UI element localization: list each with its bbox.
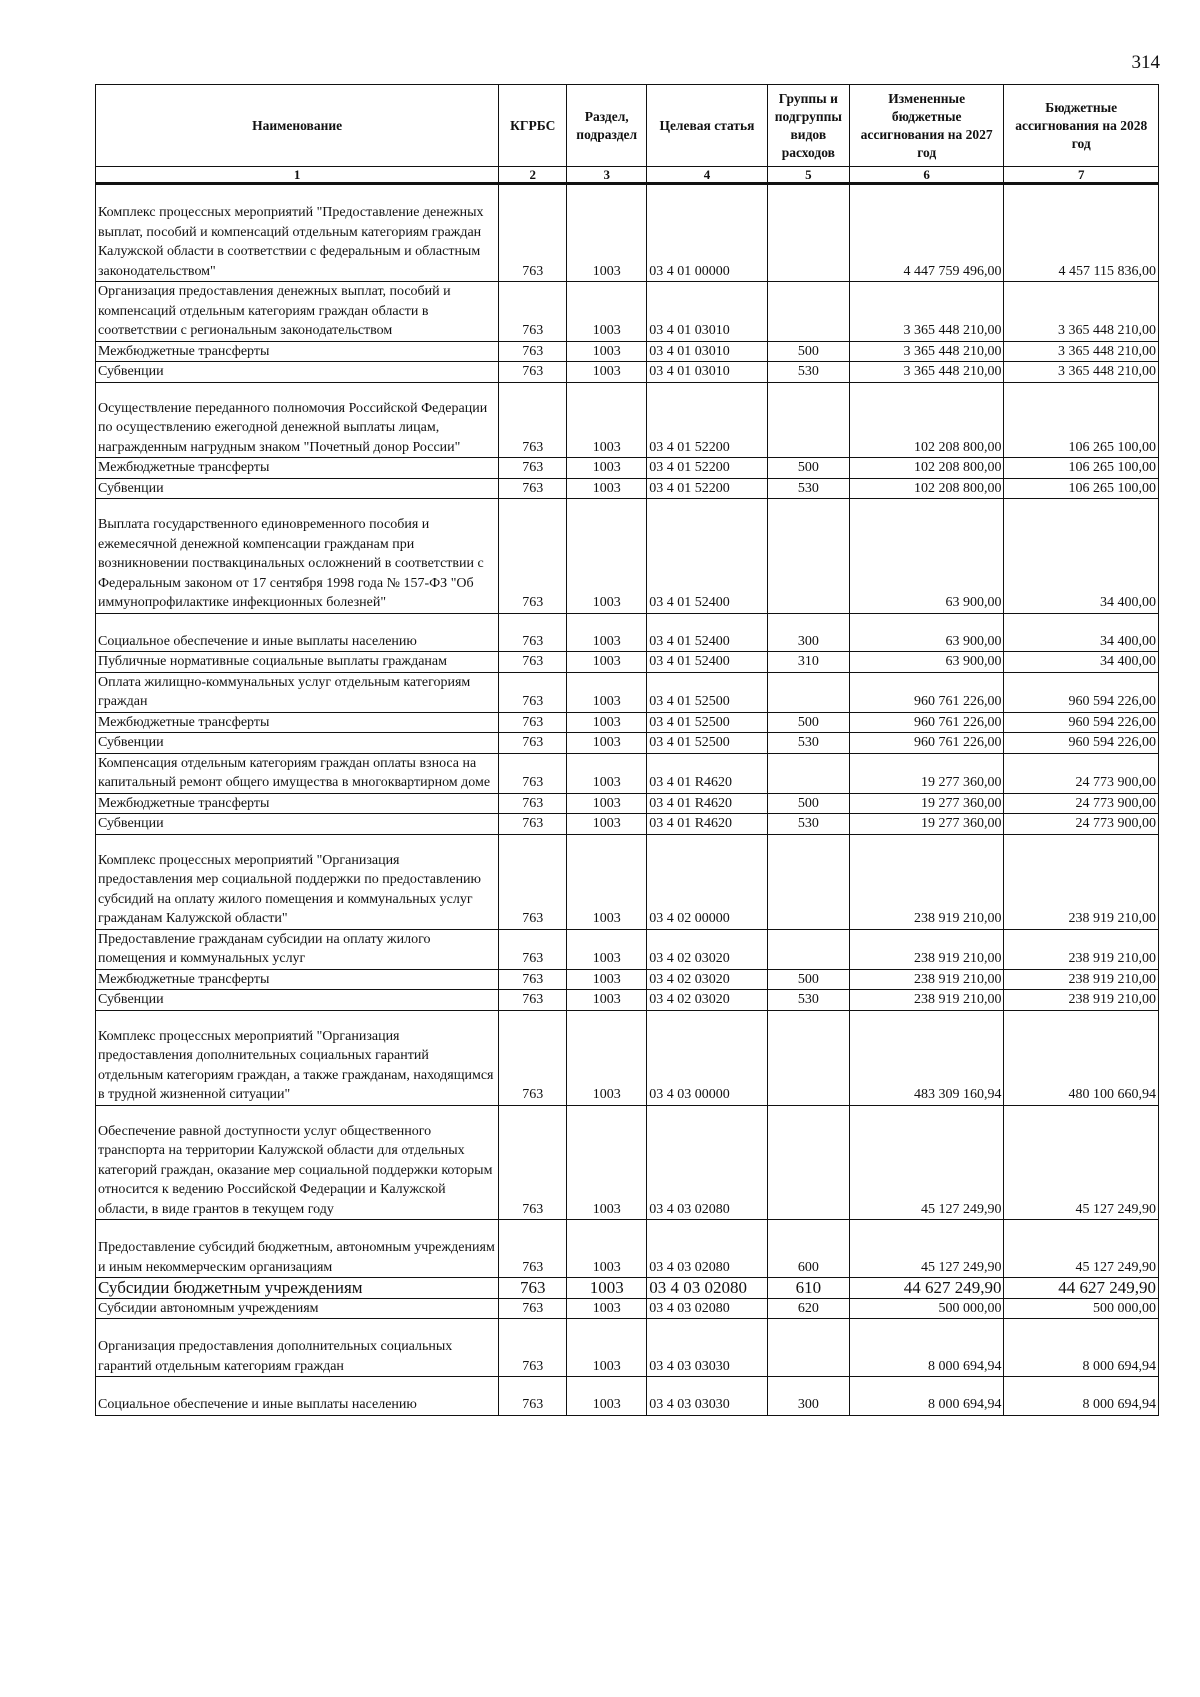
cell-section: 1003 [567, 1298, 647, 1319]
cell-name: Выплата государственного единовременного пособия и ежемесячной денежной компенсации гражданам при возникновении поствакцинальных осложнений в соответствии с Федеральным законом от 17 сентября 1998 года № 157-ФЗ "Об иммунопрофилактике инфекционных болезней" [96, 499, 499, 614]
cell-section: 1003 [567, 282, 647, 342]
cell-name: Субвенции [96, 733, 499, 754]
cell-group: 530 [767, 990, 849, 1011]
column-index: 3 [567, 167, 647, 184]
cell-amount-2028: 500 000,00 [1004, 1298, 1159, 1319]
cell-kgrbs: 763 [499, 834, 567, 929]
cell-group [767, 382, 849, 458]
cell-amount-2027: 3 365 448 210,00 [849, 282, 1004, 342]
column-index: 1 [96, 167, 499, 184]
table-row [96, 929, 1159, 969]
cell-target: 03 4 01 R4620 [647, 753, 768, 793]
table-body [96, 184, 1159, 1416]
cell-target: 03 4 01 52200 [647, 458, 768, 479]
table-row [96, 1298, 1159, 1319]
cell-amount-2027: 45 127 249,90 [849, 1220, 1004, 1278]
cell-group [767, 834, 849, 929]
cell-amount-2027: 63 900,00 [849, 652, 1004, 673]
cell-amount-2027: 238 919 210,00 [849, 834, 1004, 929]
cell-amount-2028: 34 400,00 [1004, 499, 1159, 614]
cell-target: 03 4 03 00000 [647, 1010, 768, 1105]
cell-group: 610 [767, 1278, 849, 1299]
cell-kgrbs: 763 [499, 793, 567, 814]
cell-target: 03 4 01 03010 [647, 341, 768, 362]
cell-kgrbs: 763 [499, 712, 567, 733]
cell-group [767, 929, 849, 969]
cell-amount-2027: 483 309 160,94 [849, 1010, 1004, 1105]
cell-amount-2027: 63 900,00 [849, 613, 1004, 652]
cell-amount-2027: 238 919 210,00 [849, 969, 1004, 990]
cell-kgrbs: 763 [499, 362, 567, 383]
table-row [96, 1278, 1159, 1299]
cell-group [767, 1010, 849, 1105]
cell-amount-2028: 3 365 448 210,00 [1004, 362, 1159, 383]
cell-section: 1003 [567, 1010, 647, 1105]
cell-amount-2028: 45 127 249,90 [1004, 1220, 1159, 1278]
cell-target: 03 4 03 02080 [647, 1105, 768, 1220]
cell-kgrbs: 763 [499, 1298, 567, 1319]
cell-section: 1003 [567, 613, 647, 652]
cell-section: 1003 [567, 990, 647, 1011]
cell-amount-2027: 960 761 226,00 [849, 712, 1004, 733]
cell-name: Субвенции [96, 990, 499, 1011]
cell-amount-2028: 960 594 226,00 [1004, 712, 1159, 733]
cell-target: 03 4 01 52400 [647, 652, 768, 673]
cell-name: Межбюджетные трансферты [96, 969, 499, 990]
table-row [96, 1105, 1159, 1220]
cell-amount-2027: 500 000,00 [849, 1298, 1004, 1319]
cell-amount-2028: 480 100 660,94 [1004, 1010, 1159, 1105]
table-row [96, 1010, 1159, 1105]
cell-target: 03 4 01 03010 [647, 282, 768, 342]
cell-target: 03 4 01 52400 [647, 613, 768, 652]
cell-group: 620 [767, 1298, 849, 1319]
cell-amount-2028: 106 265 100,00 [1004, 382, 1159, 458]
cell-target: 03 4 01 03010 [647, 362, 768, 383]
column-index: 5 [767, 167, 849, 184]
cell-amount-2027: 63 900,00 [849, 499, 1004, 614]
cell-group: 300 [767, 613, 849, 652]
cell-group: 500 [767, 712, 849, 733]
cell-section: 1003 [567, 753, 647, 793]
cell-name: Комплекс процессных мероприятий "Организация предоставления мер социальной поддержки по предоставлению субсидий на оплату жилого помещения и коммунальных услуг гражданам Калужской области" [96, 834, 499, 929]
cell-target: 03 4 01 52200 [647, 382, 768, 458]
cell-amount-2027: 19 277 360,00 [849, 793, 1004, 814]
table-row [96, 1319, 1159, 1377]
cell-amount-2028: 44 627 249,90 [1004, 1278, 1159, 1299]
cell-group [767, 753, 849, 793]
table-row [96, 184, 1159, 282]
cell-target: 03 4 03 02080 [647, 1278, 768, 1299]
cell-amount-2028: 238 919 210,00 [1004, 834, 1159, 929]
cell-name: Межбюджетные трансферты [96, 341, 499, 362]
cell-amount-2028: 24 773 900,00 [1004, 793, 1159, 814]
cell-amount-2028: 8 000 694,94 [1004, 1377, 1159, 1416]
table-row [96, 362, 1159, 383]
cell-amount-2028: 960 594 226,00 [1004, 733, 1159, 754]
cell-name: Предоставление субсидий бюджетным, автономным учреждениям и иным некоммерческим организациям [96, 1220, 499, 1278]
cell-amount-2028: 34 400,00 [1004, 652, 1159, 673]
cell-section: 1003 [567, 793, 647, 814]
cell-name: Организация предоставления денежных выплат, пособий и компенсаций отдельным категориям граждан области в соответствии с региональным законодательством [96, 282, 499, 342]
column-index-row [96, 167, 1159, 184]
cell-kgrbs: 763 [499, 1105, 567, 1220]
cell-group: 500 [767, 458, 849, 479]
cell-kgrbs: 763 [499, 753, 567, 793]
cell-section: 1003 [567, 1278, 647, 1299]
column-header-group: Группы и подгруппы видов расходов [767, 85, 849, 167]
cell-target: 03 4 01 00000 [647, 184, 768, 282]
table-row [96, 478, 1159, 499]
cell-kgrbs: 763 [499, 458, 567, 479]
cell-group: 600 [767, 1220, 849, 1278]
cell-section: 1003 [567, 1105, 647, 1220]
cell-name: Публичные нормативные социальные выплаты гражданам [96, 652, 499, 673]
cell-name: Компенсация отдельным категориям граждан оплаты взноса на капитальный ремонт общего имущества в многоквартирном доме [96, 753, 499, 793]
cell-name: Социальное обеспечение и иные выплаты населению [96, 613, 499, 652]
cell-amount-2027: 102 208 800,00 [849, 382, 1004, 458]
cell-section: 1003 [567, 341, 647, 362]
table-row [96, 990, 1159, 1011]
cell-section: 1003 [567, 733, 647, 754]
cell-section: 1003 [567, 382, 647, 458]
cell-section: 1003 [567, 499, 647, 614]
cell-kgrbs: 763 [499, 341, 567, 362]
cell-amount-2028: 45 127 249,90 [1004, 1105, 1159, 1220]
table-row [96, 341, 1159, 362]
cell-kgrbs: 763 [499, 184, 567, 282]
budget-table [95, 84, 1159, 1416]
cell-target: 03 4 01 52500 [647, 672, 768, 712]
cell-amount-2028: 238 919 210,00 [1004, 929, 1159, 969]
table-row [96, 1220, 1159, 1278]
cell-kgrbs: 763 [499, 929, 567, 969]
cell-target: 03 4 02 03020 [647, 990, 768, 1011]
cell-amount-2028: 8 000 694,94 [1004, 1319, 1159, 1377]
cell-name: Субвенции [96, 814, 499, 835]
column-header-2028: Бюджетные ассигнования на 2028 год [1004, 85, 1159, 167]
cell-section: 1003 [567, 834, 647, 929]
column-header-section: Раздел, подраздел [567, 85, 647, 167]
column-header-name: Наименование [96, 85, 499, 167]
cell-group: 310 [767, 652, 849, 673]
cell-group [767, 1105, 849, 1220]
cell-group: 530 [767, 814, 849, 835]
cell-section: 1003 [567, 184, 647, 282]
cell-amount-2027: 238 919 210,00 [849, 929, 1004, 969]
cell-amount-2028: 4 457 115 836,00 [1004, 184, 1159, 282]
cell-section: 1003 [567, 929, 647, 969]
cell-kgrbs: 763 [499, 969, 567, 990]
cell-target: 03 4 03 02080 [647, 1298, 768, 1319]
table-row [96, 458, 1159, 479]
cell-group [767, 499, 849, 614]
cell-section: 1003 [567, 1220, 647, 1278]
cell-target: 03 4 03 02080 [647, 1220, 768, 1278]
page-number: 314 [1131, 52, 1160, 73]
cell-section: 1003 [567, 712, 647, 733]
table-row [96, 793, 1159, 814]
cell-group [767, 282, 849, 342]
cell-group: 500 [767, 793, 849, 814]
cell-target: 03 4 01 R4620 [647, 793, 768, 814]
cell-amount-2027: 4 447 759 496,00 [849, 184, 1004, 282]
table-row [96, 814, 1159, 835]
cell-amount-2027: 102 208 800,00 [849, 458, 1004, 479]
table-row [96, 672, 1159, 712]
cell-amount-2028: 24 773 900,00 [1004, 753, 1159, 793]
cell-amount-2027: 45 127 249,90 [849, 1105, 1004, 1220]
table-row [96, 1377, 1159, 1416]
table-row [96, 499, 1159, 614]
table-row [96, 282, 1159, 342]
column-index: 2 [499, 167, 567, 184]
table-row [96, 652, 1159, 673]
cell-amount-2027: 44 627 249,90 [849, 1278, 1004, 1299]
cell-group [767, 1319, 849, 1377]
cell-group: 300 [767, 1377, 849, 1416]
cell-group [767, 184, 849, 282]
cell-target: 03 4 01 52500 [647, 712, 768, 733]
cell-kgrbs: 763 [499, 1010, 567, 1105]
cell-name: Межбюджетные трансферты [96, 712, 499, 733]
cell-kgrbs: 763 [499, 990, 567, 1011]
cell-kgrbs: 763 [499, 652, 567, 673]
cell-kgrbs: 763 [499, 672, 567, 712]
cell-amount-2028: 106 265 100,00 [1004, 458, 1159, 479]
cell-kgrbs: 763 [499, 499, 567, 614]
column-index: 6 [849, 167, 1004, 184]
cell-group: 530 [767, 733, 849, 754]
table-header-row [96, 85, 1159, 167]
cell-group: 500 [767, 969, 849, 990]
cell-name: Социальное обеспечение и иные выплаты населению [96, 1377, 499, 1416]
cell-section: 1003 [567, 458, 647, 479]
column-header-kgrbs: КГРБС [499, 85, 567, 167]
column-index: 4 [647, 167, 768, 184]
cell-amount-2027: 102 208 800,00 [849, 478, 1004, 499]
table-row [96, 969, 1159, 990]
cell-section: 1003 [567, 1377, 647, 1416]
cell-target: 03 4 02 00000 [647, 834, 768, 929]
cell-target: 03 4 02 03020 [647, 969, 768, 990]
cell-name: Межбюджетные трансферты [96, 458, 499, 479]
cell-amount-2027: 8 000 694,94 [849, 1377, 1004, 1416]
cell-name: Субвенции [96, 362, 499, 383]
cell-name: Обеспечение равной доступности услуг общественного транспорта на территории Калужской области для отдельных категорий граждан, оказание мер социальной поддержки которым относится к ведению Российской Федерации и Калужской области, в виде грантов в текущем году [96, 1105, 499, 1220]
cell-kgrbs: 763 [499, 613, 567, 652]
column-index: 7 [1004, 167, 1159, 184]
cell-group: 530 [767, 478, 849, 499]
cell-group [767, 672, 849, 712]
cell-kgrbs: 763 [499, 1278, 567, 1299]
table-row [96, 733, 1159, 754]
cell-section: 1003 [567, 362, 647, 383]
cell-name: Организация предоставления дополнительных социальных гарантий отдельным категориям граждан [96, 1319, 499, 1377]
cell-kgrbs: 763 [499, 1319, 567, 1377]
cell-amount-2027: 3 365 448 210,00 [849, 341, 1004, 362]
cell-name: Субвенции [96, 478, 499, 499]
table-row [96, 613, 1159, 652]
cell-amount-2027: 19 277 360,00 [849, 814, 1004, 835]
cell-target: 03 4 03 03030 [647, 1319, 768, 1377]
cell-section: 1003 [567, 814, 647, 835]
cell-name: Осуществление переданного полномочия Российской Федерации по осуществлению ежегодной денежной выплаты лицам, награжденным нагрудным знаком "Почетный донор России" [96, 382, 499, 458]
cell-target: 03 4 01 52400 [647, 499, 768, 614]
cell-kgrbs: 763 [499, 1377, 567, 1416]
cell-target: 03 4 01 52500 [647, 733, 768, 754]
cell-amount-2028: 3 365 448 210,00 [1004, 282, 1159, 342]
table-row [96, 382, 1159, 458]
cell-amount-2028: 238 919 210,00 [1004, 969, 1159, 990]
cell-target: 03 4 03 03030 [647, 1377, 768, 1416]
cell-amount-2028: 24 773 900,00 [1004, 814, 1159, 835]
cell-group: 530 [767, 362, 849, 383]
cell-target: 03 4 01 52200 [647, 478, 768, 499]
cell-amount-2027: 960 761 226,00 [849, 672, 1004, 712]
cell-amount-2027: 3 365 448 210,00 [849, 362, 1004, 383]
cell-kgrbs: 763 [499, 282, 567, 342]
cell-amount-2027: 960 761 226,00 [849, 733, 1004, 754]
cell-amount-2028: 960 594 226,00 [1004, 672, 1159, 712]
column-header-target: Целевая статья [647, 85, 768, 167]
cell-section: 1003 [567, 672, 647, 712]
cell-kgrbs: 763 [499, 814, 567, 835]
cell-kgrbs: 763 [499, 382, 567, 458]
cell-group: 500 [767, 341, 849, 362]
table-row [96, 712, 1159, 733]
cell-target: 03 4 01 R4620 [647, 814, 768, 835]
cell-kgrbs: 763 [499, 1220, 567, 1278]
cell-name: Межбюджетные трансферты [96, 793, 499, 814]
cell-name: Предоставление гражданам субсидии на оплату жилого помещения и коммунальных услуг [96, 929, 499, 969]
cell-kgrbs: 763 [499, 733, 567, 754]
cell-name: Субсидии автономным учреждениям [96, 1298, 499, 1319]
cell-section: 1003 [567, 652, 647, 673]
cell-kgrbs: 763 [499, 478, 567, 499]
table-row [96, 753, 1159, 793]
cell-amount-2028: 3 365 448 210,00 [1004, 341, 1159, 362]
cell-amount-2028: 106 265 100,00 [1004, 478, 1159, 499]
cell-name: Оплата жилищно-коммунальных услуг отдельным категориям граждан [96, 672, 499, 712]
cell-section: 1003 [567, 1319, 647, 1377]
cell-target: 03 4 02 03020 [647, 929, 768, 969]
cell-name: Субсидии бюджетным учреждениям [96, 1278, 499, 1299]
cell-name: Комплекс процессных мероприятий "Организация предоставления дополнительных социальных гарантий отдельным категориям граждан, а также гражданам, находящимся в трудной жизненной ситуации" [96, 1010, 499, 1105]
cell-section: 1003 [567, 969, 647, 990]
cell-amount-2027: 238 919 210,00 [849, 990, 1004, 1011]
cell-amount-2027: 19 277 360,00 [849, 753, 1004, 793]
cell-name: Комплекс процессных мероприятий "Предоставление денежных выплат, пособий и компенсаций отдельным категориям граждан Калужской области в соответствии с федеральным и областным законодательством" [96, 184, 499, 282]
cell-amount-2028: 238 919 210,00 [1004, 990, 1159, 1011]
cell-amount-2027: 8 000 694,94 [849, 1319, 1004, 1377]
cell-amount-2028: 34 400,00 [1004, 613, 1159, 652]
cell-section: 1003 [567, 478, 647, 499]
column-header-2027: Измененные бюджетные ассигнования на 2027 год [849, 85, 1004, 167]
table-row [96, 834, 1159, 929]
